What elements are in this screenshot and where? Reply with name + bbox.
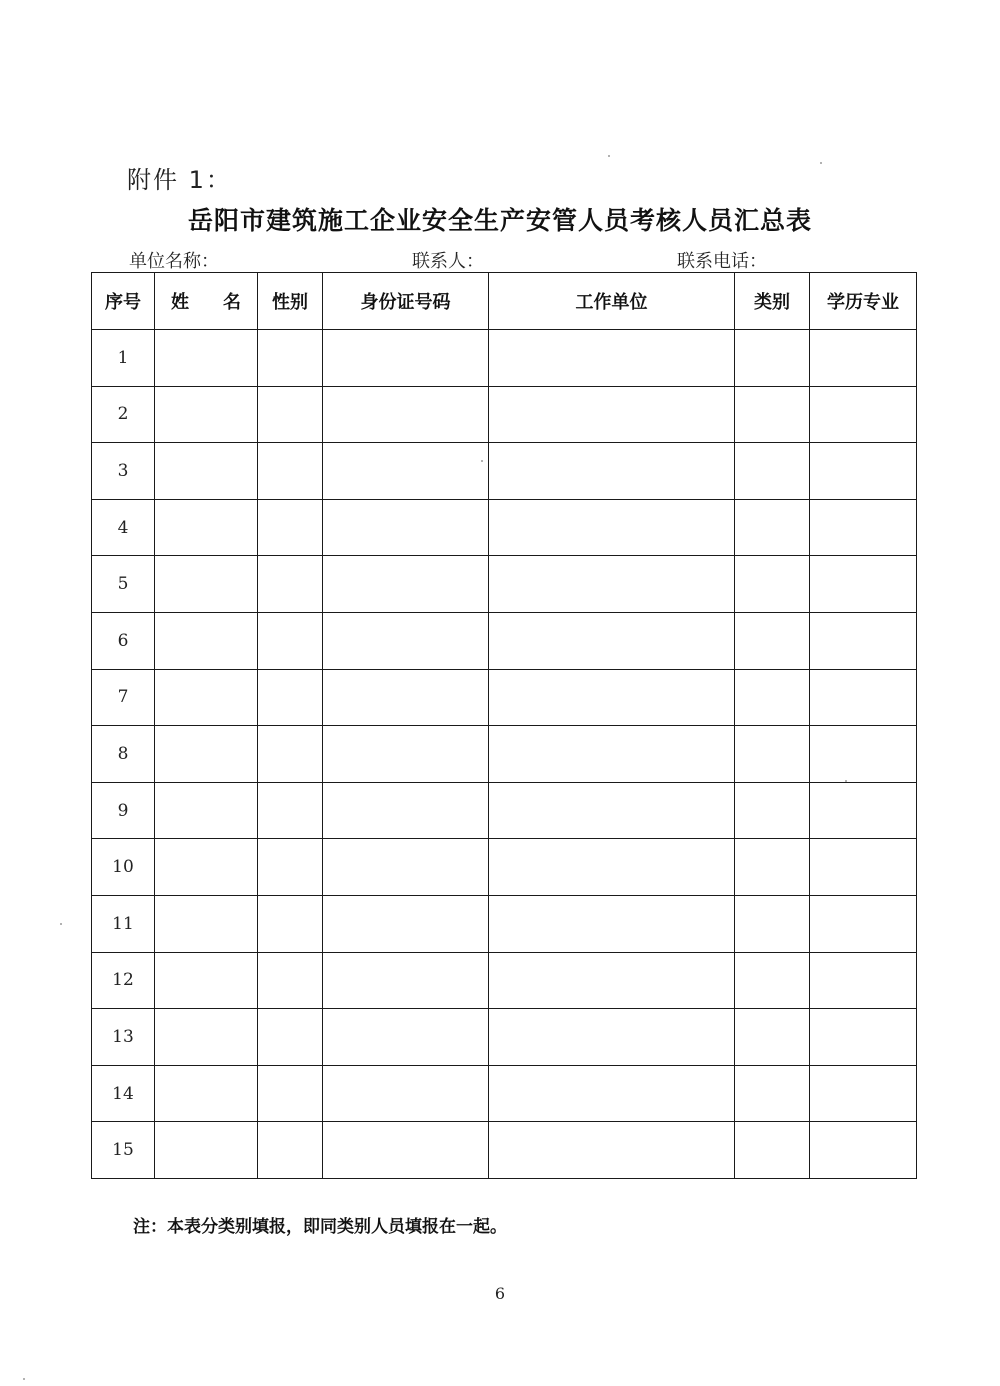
cell-gender[interactable] [258,839,323,896]
cell-id-number[interactable] [323,839,489,896]
cell-seq: 12 [92,952,155,1009]
cell-education[interactable] [810,330,917,387]
cell-work-unit[interactable] [489,1065,735,1122]
cell-id-number[interactable] [323,330,489,387]
cell-category[interactable] [735,612,810,669]
cell-name[interactable] [155,895,258,952]
cell-seq: 2 [92,386,155,443]
cell-work-unit[interactable] [489,386,735,443]
table-row [92,726,917,783]
cell-gender[interactable] [258,386,323,443]
cell-category[interactable] [735,952,810,1009]
cell-education[interactable] [810,556,917,613]
table-row [92,895,917,952]
cell-gender[interactable] [258,1065,323,1122]
attachment-label: 附件 1： [127,166,232,194]
cell-gender[interactable] [258,669,323,726]
cell-gender[interactable] [258,952,323,1009]
scan-speck [23,1378,25,1380]
cell-category[interactable] [735,499,810,556]
cell-seq: 9 [92,782,155,839]
cell-work-unit[interactable] [489,556,735,613]
unit-name-label: 单位名称： [129,251,219,272]
cell-id-number[interactable] [323,952,489,1009]
cell-name[interactable] [155,839,258,896]
cell-work-unit[interactable] [489,782,735,839]
cell-gender[interactable] [258,330,323,387]
cell-name[interactable] [155,726,258,783]
scan-speck [820,162,822,164]
cell-education[interactable] [810,386,917,443]
cell-gender[interactable] [258,895,323,952]
cell-work-unit[interactable] [489,952,735,1009]
cell-id-number[interactable] [323,669,489,726]
cell-name[interactable] [155,1065,258,1122]
cell-category[interactable] [735,1065,810,1122]
cell-name[interactable] [155,782,258,839]
cell-name[interactable] [155,330,258,387]
cell-education[interactable] [810,839,917,896]
cell-id-number[interactable] [323,556,489,613]
cell-seq: 1 [92,330,155,387]
cell-gender[interactable] [258,1009,323,1066]
table-body [92,330,917,1179]
cell-category[interactable] [735,726,810,783]
cell-education[interactable] [810,443,917,500]
cell-work-unit[interactable] [489,499,735,556]
cell-work-unit[interactable] [489,726,735,783]
table-row [92,1009,917,1066]
document-title: 岳阳市建筑施工企业安全生产安管人员考核人员汇总表 [187,206,812,235]
cell-work-unit[interactable] [489,895,735,952]
cell-name[interactable] [155,952,258,1009]
table-row [92,839,917,896]
cell-id-number[interactable] [323,443,489,500]
cell-name[interactable] [155,1122,258,1179]
contact-person-label: 联系人： [412,251,484,272]
cell-seq: 13 [92,1009,155,1066]
contact-phone-label: 联系电话： [677,251,767,272]
scan-speck [845,780,847,782]
personnel-summary-table [91,272,917,1179]
cell-category[interactable] [735,1009,810,1066]
table-row [92,556,917,613]
cell-id-number[interactable] [323,499,489,556]
cell-work-unit[interactable] [489,669,735,726]
cell-work-unit[interactable] [489,839,735,896]
header-category: 类别 [735,273,810,330]
cell-seq: 14 [92,1065,155,1122]
header-education: 学历专业 [810,273,917,330]
cell-work-unit[interactable] [489,443,735,500]
cell-gender[interactable] [258,612,323,669]
cell-id-number[interactable] [323,1009,489,1066]
cell-id-number[interactable] [323,386,489,443]
cell-category[interactable] [735,669,810,726]
cell-education[interactable] [810,499,917,556]
cell-category[interactable] [735,895,810,952]
scan-speck [60,923,62,925]
page-number: 6 [494,1284,506,1303]
cell-id-number[interactable] [323,612,489,669]
cell-name[interactable] [155,669,258,726]
cell-work-unit[interactable] [489,330,735,387]
cell-name[interactable] [155,499,258,556]
table-row [92,952,917,1009]
table-row [92,782,917,839]
cell-id-number[interactable] [323,782,489,839]
cell-seq: 11 [92,895,155,952]
scan-speck [608,155,610,157]
cell-name[interactable] [155,1009,258,1066]
cell-education[interactable] [810,612,917,669]
cell-education[interactable] [810,1065,917,1122]
cell-id-number[interactable] [323,1065,489,1122]
cell-category[interactable] [735,386,810,443]
cell-name[interactable] [155,386,258,443]
table-row [92,330,917,387]
cell-category[interactable] [735,1122,810,1179]
scan-speck [481,460,483,462]
header-name [155,273,258,330]
cell-category[interactable] [735,782,810,839]
table-row [92,612,917,669]
cell-seq: 8 [92,726,155,783]
cell-id-number[interactable] [323,1122,489,1179]
cell-education[interactable] [810,1122,917,1179]
cell-name[interactable] [155,443,258,500]
header-name-part1: 姓 [171,292,189,313]
cell-category[interactable] [735,556,810,613]
cell-seq: 3 [92,443,155,500]
cell-education[interactable] [810,669,917,726]
cell-education[interactable] [810,1009,917,1066]
header-gender: 性别 [258,273,323,330]
cell-work-unit[interactable] [489,612,735,669]
cell-gender[interactable] [258,443,323,500]
cell-seq: 4 [92,499,155,556]
cell-seq: 15 [92,1122,155,1179]
cell-id-number[interactable] [323,726,489,783]
footnote: 注：本表分类别填报，即同类别人员填报在一起。 [133,1217,507,1237]
cell-name[interactable] [155,612,258,669]
cell-seq: 5 [92,556,155,613]
cell-education[interactable] [810,895,917,952]
table-row [92,443,917,500]
cell-seq: 7 [92,669,155,726]
cell-work-unit[interactable] [489,1009,735,1066]
table-row [92,386,917,443]
header-work-unit: 工作单位 [489,273,735,330]
table-row [92,499,917,556]
table-row [92,1122,917,1179]
table-header-row [92,273,917,330]
header-seq: 序号 [92,273,155,330]
header-fields [0,247,1000,271]
cell-id-number[interactable] [323,895,489,952]
cell-category[interactable] [735,839,810,896]
table-row [92,1065,917,1122]
header-id-number: 身份证号码 [323,273,489,330]
cell-education[interactable] [810,726,917,783]
cell-education[interactable] [810,952,917,1009]
cell-category[interactable] [735,443,810,500]
cell-gender[interactable] [258,782,323,839]
cell-work-unit[interactable] [489,1122,735,1179]
cell-gender[interactable] [258,726,323,783]
cell-seq: 10 [92,839,155,896]
cell-gender[interactable] [258,556,323,613]
cell-seq: 6 [92,612,155,669]
cell-education[interactable] [810,782,917,839]
cell-category[interactable] [735,330,810,387]
cell-gender[interactable] [258,1122,323,1179]
cell-name[interactable] [155,556,258,613]
cell-gender[interactable] [258,499,323,556]
table-row [92,669,917,726]
header-name-part2: 名 [223,292,241,313]
